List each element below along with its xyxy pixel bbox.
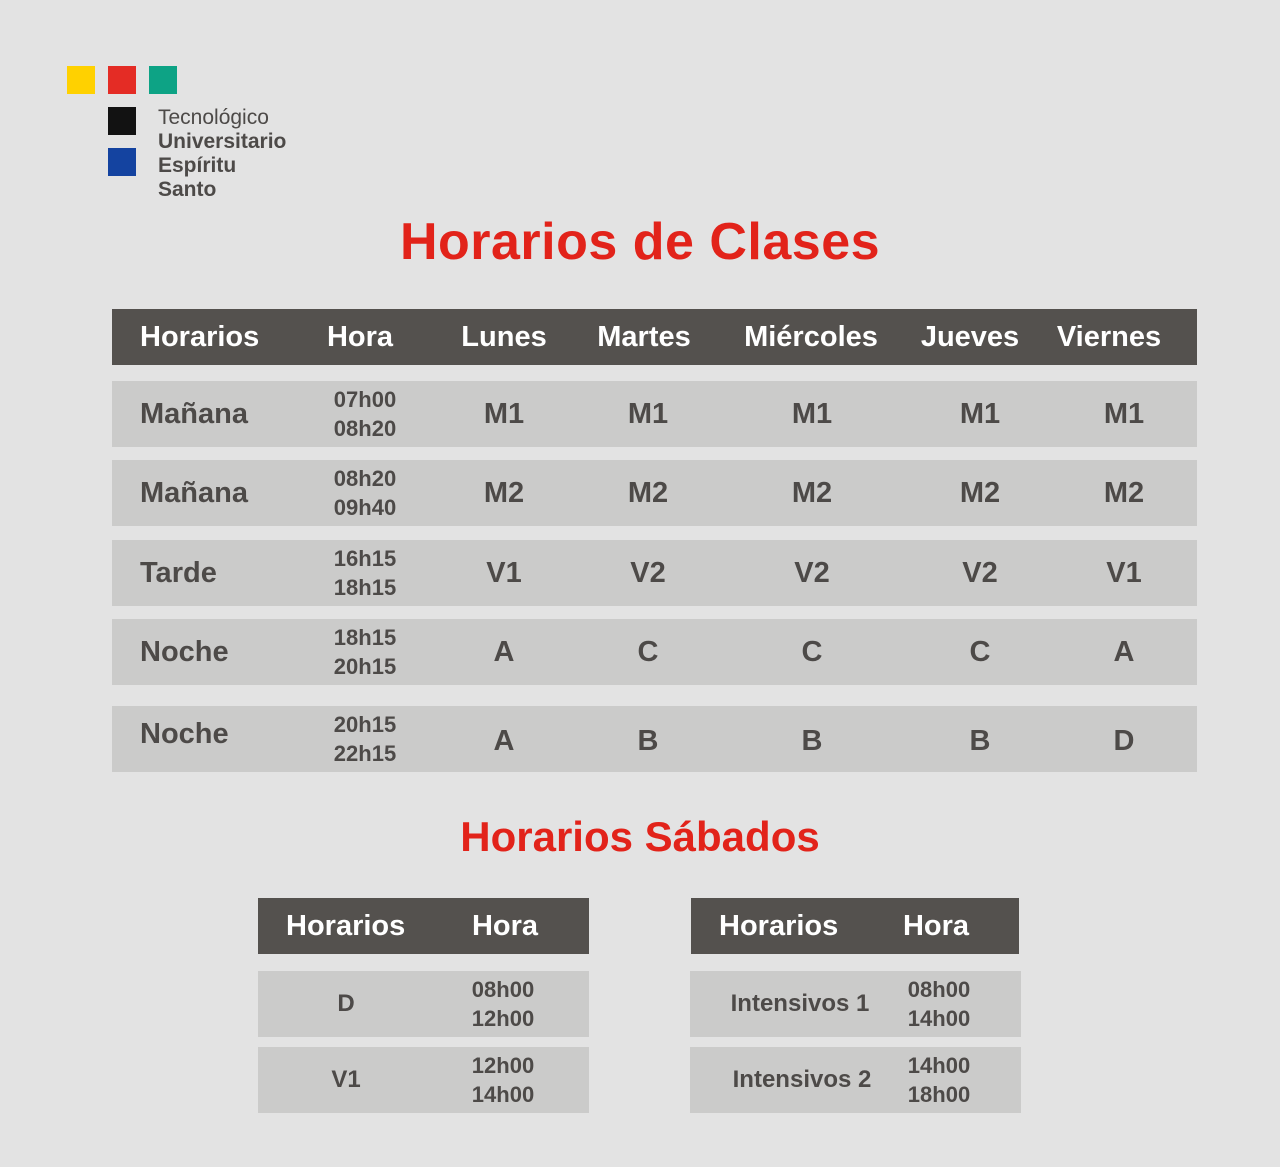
cell-lunes: A: [493, 636, 515, 668]
saturday-right-header: [691, 898, 1019, 954]
time-end: 22h15: [333, 741, 397, 766]
row-label: Mañana: [140, 477, 248, 509]
time-start: 20h15: [333, 712, 397, 737]
row-label: Tarde: [140, 557, 217, 589]
time-start: 14h00: [907, 1053, 971, 1078]
row-time: [894, 975, 984, 1033]
row-label: D: [337, 990, 355, 1017]
time-end: 14h00: [471, 1082, 535, 1107]
cell-viernes: V1: [1106, 557, 1142, 589]
row-time: [320, 710, 410, 768]
time-end: 14h00: [907, 1006, 971, 1031]
saturday-left-header: [258, 898, 589, 954]
table-row: [258, 1047, 589, 1113]
time-start: 16h15: [333, 546, 397, 571]
header-miercoles: Miércoles: [744, 321, 878, 353]
logo-line-1: Tecnológico: [158, 106, 269, 129]
cell-lunes: M2: [483, 477, 525, 509]
header-horarios: Horarios: [719, 910, 839, 942]
logo-square-black: [108, 107, 136, 135]
row-label: Noche: [140, 636, 229, 668]
page-title: Horarios de Clases: [399, 213, 881, 271]
header-hora: Hora: [902, 910, 970, 942]
cell-miercoles: C: [801, 636, 823, 668]
row-time: [320, 385, 410, 443]
table-row: [112, 381, 1197, 447]
saturday-title: Horarios Sábados: [460, 813, 820, 860]
cell-martes: B: [637, 725, 659, 757]
header-viernes: Viernes: [1056, 321, 1162, 353]
logo-square-yellow: [67, 66, 95, 94]
cell-jueves: V2: [962, 557, 998, 589]
table-row: [112, 619, 1197, 685]
time-end: 12h00: [471, 1006, 535, 1031]
row-time: [458, 975, 548, 1033]
cell-viernes: M1: [1103, 398, 1145, 430]
row-label: Mañana: [140, 398, 248, 430]
cell-viernes: A: [1113, 636, 1135, 668]
row-time: [458, 1051, 548, 1109]
row-label: V1: [331, 1066, 361, 1093]
time-end: 18h15: [333, 575, 397, 600]
cell-miercoles: M1: [791, 398, 833, 430]
logo-square-red: [108, 66, 136, 94]
time-start: 08h00: [471, 977, 535, 1002]
time-start: 07h00: [333, 387, 397, 412]
row-time: [320, 623, 410, 681]
cell-jueves: M1: [959, 398, 1001, 430]
cell-lunes: A: [493, 725, 515, 757]
time-start: 12h00: [471, 1053, 535, 1078]
time-end: 18h00: [907, 1082, 971, 1107]
logo-line-3: Espíritu Santo: [158, 154, 237, 201]
cell-martes: V2: [630, 557, 666, 589]
table-row: [690, 971, 1021, 1037]
time-start: 18h15: [333, 625, 397, 650]
row-time: [320, 464, 410, 522]
time-start: 08h20: [333, 466, 397, 491]
logo-wordmark: [158, 106, 286, 202]
header-horarios: Horarios: [140, 321, 260, 353]
logo-square-blue: [108, 148, 136, 176]
table-row: [690, 1047, 1021, 1113]
cell-miercoles: V2: [794, 557, 830, 589]
header-martes: Martes: [597, 321, 691, 353]
time-end: 20h15: [333, 654, 397, 679]
header-hora: Hora: [471, 910, 539, 942]
row-label: Noche: [140, 718, 229, 750]
cell-jueves: C: [969, 636, 991, 668]
logo-line-2: Universitario: [158, 130, 287, 153]
cell-lunes: V1: [486, 557, 522, 589]
table-row: [258, 971, 589, 1037]
row-label: Intensivos 2: [732, 1066, 872, 1093]
logo-square-teal: [149, 66, 177, 94]
main-table-header: [112, 309, 1197, 365]
time-start: 08h00: [907, 977, 971, 1002]
header-horarios: Horarios: [286, 910, 406, 942]
cell-martes: M1: [627, 398, 669, 430]
cell-viernes: D: [1113, 725, 1135, 757]
row-label: Intensivos 1: [730, 990, 870, 1017]
cell-miercoles: B: [801, 725, 823, 757]
cell-lunes: M1: [483, 398, 525, 430]
row-time: [320, 544, 410, 602]
cell-jueves: B: [969, 725, 991, 757]
cell-martes: M2: [627, 477, 669, 509]
table-row: [112, 460, 1197, 526]
cell-miercoles: M2: [791, 477, 833, 509]
cell-jueves: M2: [959, 477, 1001, 509]
table-row: [112, 706, 1197, 772]
header-hora: Hora: [326, 321, 394, 353]
cell-martes: C: [637, 636, 659, 668]
header-jueves: Jueves: [920, 321, 1020, 353]
time-end: 09h40: [333, 495, 397, 520]
header-lunes: Lunes: [461, 321, 547, 353]
row-time: [894, 1051, 984, 1109]
table-row: [112, 540, 1197, 606]
time-end: 08h20: [333, 416, 397, 441]
cell-viernes: M2: [1103, 477, 1145, 509]
